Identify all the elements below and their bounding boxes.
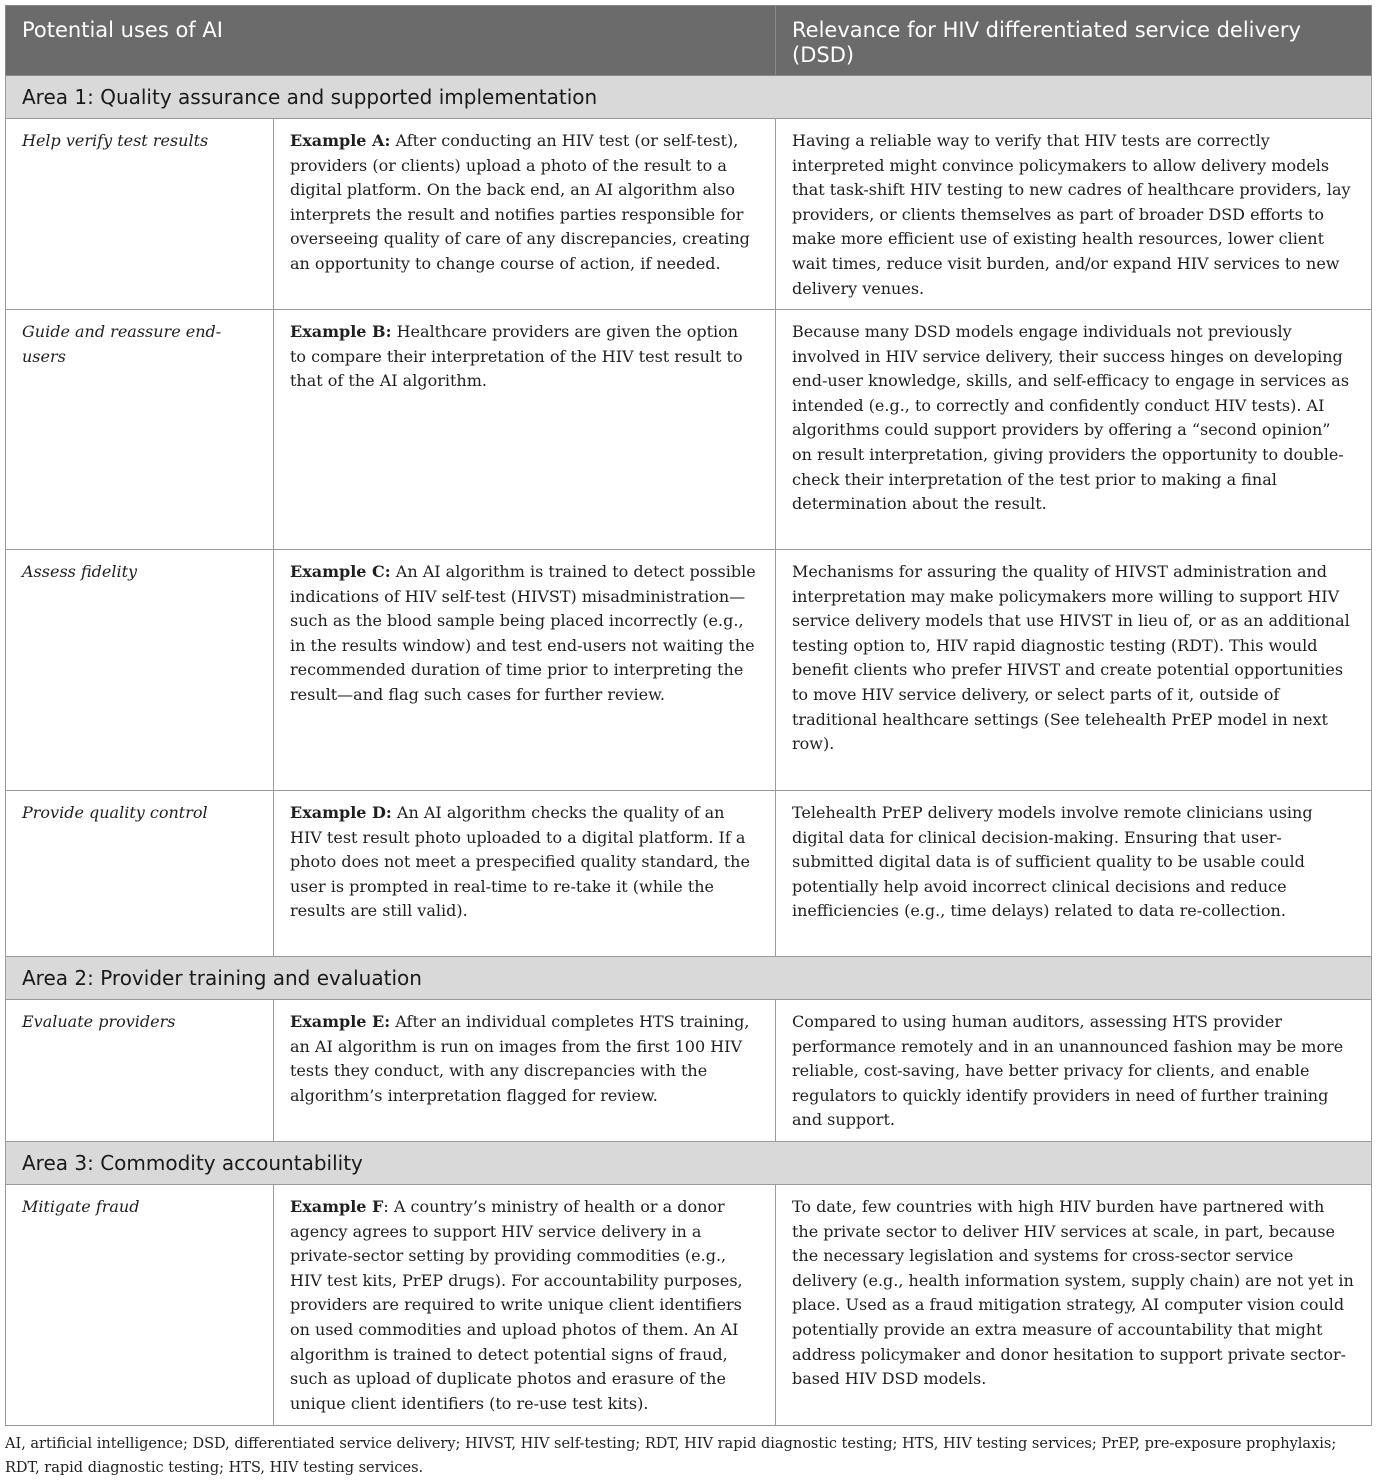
example-cell: [274, 1000, 776, 1142]
example-label: Example D:: [290, 803, 392, 822]
table-row: [6, 1185, 1372, 1426]
example-text: After an individual completes HTS training, an AI algorithm is run on images from the first 100 HIV tests they conduct, with any discrepancies with the algorithm’s interpretation flagged for review.: [290, 1012, 750, 1105]
relevance-cell: Having a reliable way to verify that HIV tests are correctly interpreted might convince policymakers to allow delivery models that task-shift HIV testing to new cadres of healthcare providers, lay providers, or clients themselves as part of broader DSD efforts to make more efficient use of existing health resources, lower client wait times, reduce visit burden, and/or expand HIV services to new delivery venues.: [776, 119, 1372, 310]
use-cell: Guide and reassure end-users: [6, 310, 274, 550]
table-row: [6, 550, 1372, 791]
area-title: Area 1: Quality assurance and supported implementation: [6, 76, 1372, 119]
example-label: Example F: [290, 1197, 384, 1216]
use-cell: Help verify test results: [6, 119, 274, 310]
relevance-cell: To date, few countries with high HIV burden have partnered with the private sector to deliver HIV services at scale, in part, because the necessary legislation and systems for cross-sector service delivery (e.g., health information system, supply chain) are not yet in place. Used as a fraud mitigation strategy, AI computer vision could potentially provide an extra measure of accountability that might address policymaker and donor hesitation to support private sector-based HIV DSD models.: [776, 1185, 1372, 1426]
example-text: An AI algorithm is trained to detect possible indications of HIV self-test (HIVST) misadministration—such as the blood sample being placed incorrectly (e.g., in the results window) and test end-users not waiting the recommended duration of time prior to interpreting the result—and flag such cases for further review.: [290, 562, 756, 704]
example-cell: [274, 1185, 776, 1426]
example-text: Healthcare providers are given the option to compare their interpretation of the HIV test result to that of the AI algorithm.: [290, 322, 743, 391]
example-text: After conducting an HIV test (or self-test), providers (or clients) upload a photo of the result to a digital platform. On the back end, an AI algorithm also interprets the result and notifies parties responsible for overseeing quality of care of any discrepancies, creating an opportunity to change course of action, if needed.: [290, 131, 750, 273]
example-cell: [274, 550, 776, 791]
table-row: [6, 791, 1372, 957]
relevance-cell: Compared to using human auditors, assessing HTS provider performance remotely and in an unannounced fashion may be more reliable, cost-saving, have better privacy for clients, and enable regulators to quickly identify providers in need of further training and support.: [776, 1000, 1372, 1142]
document-page: [5, 5, 1371, 1480]
table-row: [6, 310, 1372, 550]
example-label: Example E:: [290, 1012, 391, 1031]
use-cell: Mitigate fraud: [6, 1185, 274, 1426]
area-row: [6, 76, 1372, 119]
example-cell: [274, 310, 776, 550]
example-cell: [274, 119, 776, 310]
header-relevance: Relevance for HIV differentiated service delivery (DSD): [776, 6, 1372, 76]
example-label: Example A:: [290, 131, 391, 150]
example-label: Example B:: [290, 322, 392, 341]
relevance-cell: Mechanisms for assuring the quality of HIVST administration and interpretation may make policymakers more willing to support HIV service delivery models that use HIVST in lieu of, or as an additional testing option to, HIV rapid diagnostic testing (RDT). This would benefit clients who prefer HIVST and create potential opportunities to move HIV service delivery, or select parts of it, outside of traditional healthcare settings (See telehealth PrEP model in next row).: [776, 550, 1372, 791]
header-potential-uses: Potential uses of AI: [6, 6, 776, 76]
use-cell: Provide quality control: [6, 791, 274, 957]
use-cell: Assess fidelity: [6, 550, 274, 791]
table-footnote: AI, artificial intelligence; DSD, differentiated service delivery; HIVST, HIV self-testing; RDT, HIV rapid diagnostic testing; HTS, HIV testing services; PrEP, pre-exposure prophylaxis; RDT, rapid diagnostic testing; HTS, HIV testing services.: [5, 1436, 1337, 1476]
example-text: : A country’s ministry of health or a donor agency agrees to support HIV service delivery in a private-sector setting by providing commodities (e.g., HIV test kits, PrEP drugs). For accountability purposes, providers are required to write unique client identifiers on used commodities and upload photos of them. An AI algorithm is trained to detect potential signs of fraud, such as upload of duplicate photos and erasure of the unique client identifiers (to re-use test kits).: [290, 1197, 743, 1413]
use-cell: Evaluate providers: [6, 1000, 274, 1142]
table-row: [6, 119, 1372, 310]
table-row: [6, 1000, 1372, 1142]
ai-uses-table: [5, 5, 1372, 1426]
relevance-cell: Because many DSD models engage individuals not previously involved in HIV service delivery, their success hinges on developing end-user knowledge, skills, and self-efficacy to engage in services as intended (e.g., to correctly and confidently conduct HIV tests). AI algorithms could support providers by offering a “second opinion” on result interpretation, giving providers the opportunity to double-check their interpretation of the test prior to making a final determination about the result.: [776, 310, 1372, 550]
area-row: [6, 1142, 1372, 1185]
table-header-row: [6, 6, 1372, 76]
example-label: Example C:: [290, 562, 391, 581]
area-title: Area 3: Commodity accountability: [6, 1142, 1372, 1185]
example-text: An AI algorithm checks the quality of an HIV test result photo uploaded to a digital platform. If a photo does not meet a prespecified quality standard, the user is prompted in real-time to re-take it (while the results are still valid).: [290, 803, 750, 921]
area-title: Area 2: Provider training and evaluation: [6, 957, 1372, 1000]
relevance-cell: Telehealth PrEP delivery models involve remote clinicians using digital data for clinical decision-making. Ensuring that user-submitted digital data is of sufficient quality to be usable could potentially help avoid incorrect clinical decisions and reduce inefficiencies (e.g., time delays) related to data re-collection.: [776, 791, 1372, 957]
area-row: [6, 957, 1372, 1000]
example-cell: [274, 791, 776, 957]
